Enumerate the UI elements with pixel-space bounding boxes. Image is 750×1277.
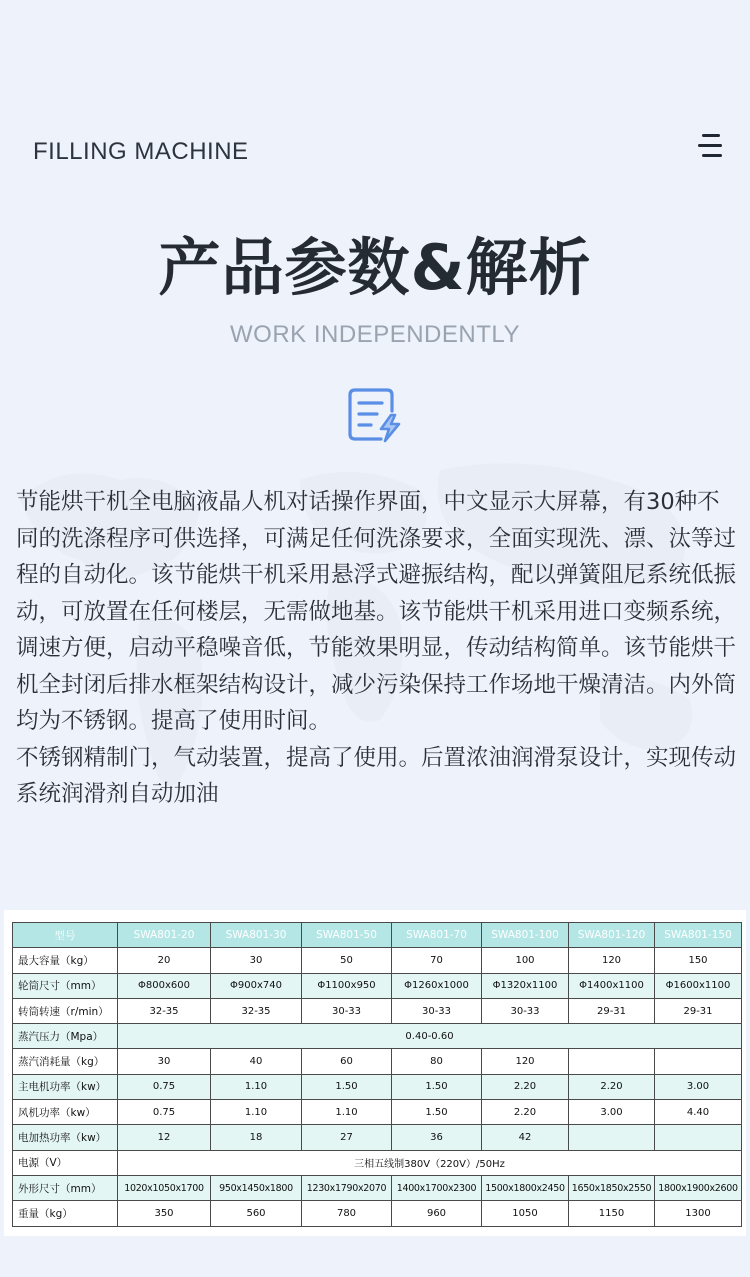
table-cell: Φ1260x1000: [392, 973, 482, 998]
row-label: 主电机功率（kw）: [13, 1074, 118, 1099]
table-cell: Φ900x740: [211, 973, 302, 998]
table-cell: 120: [569, 948, 655, 973]
table-cell: 950x1450x1800: [211, 1175, 302, 1200]
table-cell: 780: [302, 1201, 392, 1226]
header-model: 型号: [13, 923, 118, 948]
table-cell: 80: [392, 1049, 482, 1074]
table-cell: 1650x1850x2550: [569, 1175, 655, 1200]
header-model-120: SWA801-120: [569, 923, 655, 948]
table-row: [13, 1201, 742, 1226]
row-label: 蒸汽压力（Mpa）: [13, 1024, 118, 1049]
table-cell: 36: [392, 1125, 482, 1150]
hamburger-menu-icon[interactable]: [698, 134, 724, 158]
table-cell: 1150: [569, 1201, 655, 1226]
page-title: 产品参数&解析: [158, 231, 592, 304]
header-model-20: SWA801-20: [118, 923, 211, 948]
table-row: [13, 998, 742, 1023]
brand-title: FILLING MACHINE: [33, 138, 249, 165]
table-cell: 150: [655, 948, 742, 973]
row-label: 风机功率（kw）: [13, 1100, 118, 1125]
description-paragraph-1: 节能烘干机全电脑液晶人机对话操作界面，中文显示大屏幕，有30种不同的洗涤程序可供选择，可满足任何洗涤要求，全面实现洗、漂、汰等过程的自动化。该节能烘干机采用悬浮式避振结构，配以弹簧阻尼系统低振动，可放置在任何楼层，无需做地基。该节能烘干机采用进口变频系统，调速方便，启动平稳噪音低，节能效果明显，传动结构简单。该节能烘干机全封闭后排水框架结构设计，减少污染保持工作场地干燥清洁。内外筒均为不锈钢。提高了使用时间。: [16, 489, 737, 734]
page-subtitle: WORK INDEPENDENTLY: [230, 321, 520, 348]
row-label: 轮筒尺寸（mm）: [13, 973, 118, 998]
table-cell: 18: [211, 1125, 302, 1150]
table-cell: 30: [118, 1049, 211, 1074]
table-cell: [569, 1125, 655, 1150]
table-cell: 2.20: [482, 1074, 569, 1099]
table-cell: 20: [118, 948, 211, 973]
row-label: 最大容量（kg）: [13, 948, 118, 973]
table-cell: 2.20: [569, 1074, 655, 1099]
table-row: [13, 1049, 742, 1074]
table-cell: 1.10: [211, 1100, 302, 1125]
table-cell: 0.75: [118, 1100, 211, 1125]
table-row: [13, 948, 742, 973]
table-cell-merged: 三相五线制380V（220V）/50Hz: [118, 1150, 742, 1175]
table-cell: 960: [392, 1201, 482, 1226]
table-cell: 120: [482, 1049, 569, 1074]
row-label: 电源（V）: [13, 1150, 118, 1175]
table-row: [13, 1150, 742, 1175]
table-cell: 60: [302, 1049, 392, 1074]
row-label: 外形尺寸（mm）: [13, 1175, 118, 1200]
header-model-50: SWA801-50: [302, 923, 392, 948]
table-cell: 560: [211, 1201, 302, 1226]
table-cell: 1050: [482, 1201, 569, 1226]
table-cell: 29-31: [655, 998, 742, 1023]
table-cell: 27: [302, 1125, 392, 1150]
table-cell: 1.50: [392, 1100, 482, 1125]
table-cell: 1.50: [392, 1074, 482, 1099]
table-cell: 70: [392, 948, 482, 973]
table-cell: 350: [118, 1201, 211, 1226]
table-row: [13, 1175, 742, 1200]
spec-table: [12, 922, 742, 1227]
header-model-150: SWA801-150: [655, 923, 742, 948]
spec-header-row: [13, 923, 742, 948]
header-model-100: SWA801-100: [482, 923, 569, 948]
table-row: [13, 1074, 742, 1099]
table-row: [13, 1125, 742, 1150]
table-cell: 4.40: [655, 1100, 742, 1125]
table-row: [13, 973, 742, 998]
row-label: 电加热功率（kw）: [13, 1125, 118, 1150]
table-cell: 30-33: [302, 998, 392, 1023]
table-cell: 1300: [655, 1201, 742, 1226]
table-cell: Φ1100x950: [302, 973, 392, 998]
table-cell: Φ1320x1100: [482, 973, 569, 998]
table-cell: 3.00: [569, 1100, 655, 1125]
table-cell: 100: [482, 948, 569, 973]
row-label: 蒸汽消耗量（kg）: [13, 1049, 118, 1074]
table-cell: 1.50: [302, 1074, 392, 1099]
row-label: 转筒转速（r/min）: [13, 998, 118, 1023]
table-cell: 1.10: [211, 1074, 302, 1099]
table-cell: 1400x1700x2300: [392, 1175, 482, 1200]
table-cell: 42: [482, 1125, 569, 1150]
table-cell: 40: [211, 1049, 302, 1074]
table-cell: 3.00: [655, 1074, 742, 1099]
header-model-70: SWA801-70: [392, 923, 482, 948]
table-cell: [655, 1125, 742, 1150]
table-cell: [655, 1049, 742, 1074]
table-cell: 2.20: [482, 1100, 569, 1125]
row-label: 重量（kg）: [13, 1201, 118, 1226]
table-cell: 32-35: [211, 998, 302, 1023]
table-cell: 30-33: [482, 998, 569, 1023]
description-paragraph-2: 不锈钢精制门，气动装置，提高了使用。后置浓油润滑泵设计，实现传动系统润滑剂自动加油: [16, 744, 737, 807]
table-cell: 12: [118, 1125, 211, 1150]
table-cell: 29-31: [569, 998, 655, 1023]
table-cell: 1020x1050x1700: [118, 1175, 211, 1200]
spec-table-panel: [4, 910, 746, 1236]
table-row: [13, 1100, 742, 1125]
table-cell: 1.10: [302, 1100, 392, 1125]
table-cell: 50: [302, 948, 392, 973]
table-cell: 32-35: [118, 998, 211, 1023]
table-cell: 30: [211, 948, 302, 973]
table-cell-merged: 0.40-0.60: [118, 1024, 742, 1049]
table-cell: Φ800x600: [118, 973, 211, 998]
table-cell: 1230x1790x2070: [302, 1175, 392, 1200]
table-cell: 0.75: [118, 1074, 211, 1099]
table-cell: 30-33: [392, 998, 482, 1023]
table-cell: 1800x1900x2600: [655, 1175, 742, 1200]
header-model-30: SWA801-30: [211, 923, 302, 948]
product-description: [16, 484, 738, 813]
document-lightning-icon: [347, 387, 403, 445]
table-cell: 1500x1800x2450: [482, 1175, 569, 1200]
table-row: [13, 1024, 742, 1049]
table-cell: [569, 1049, 655, 1074]
table-cell: Φ1400x1100: [569, 973, 655, 998]
table-cell: Φ1600x1100: [655, 973, 742, 998]
